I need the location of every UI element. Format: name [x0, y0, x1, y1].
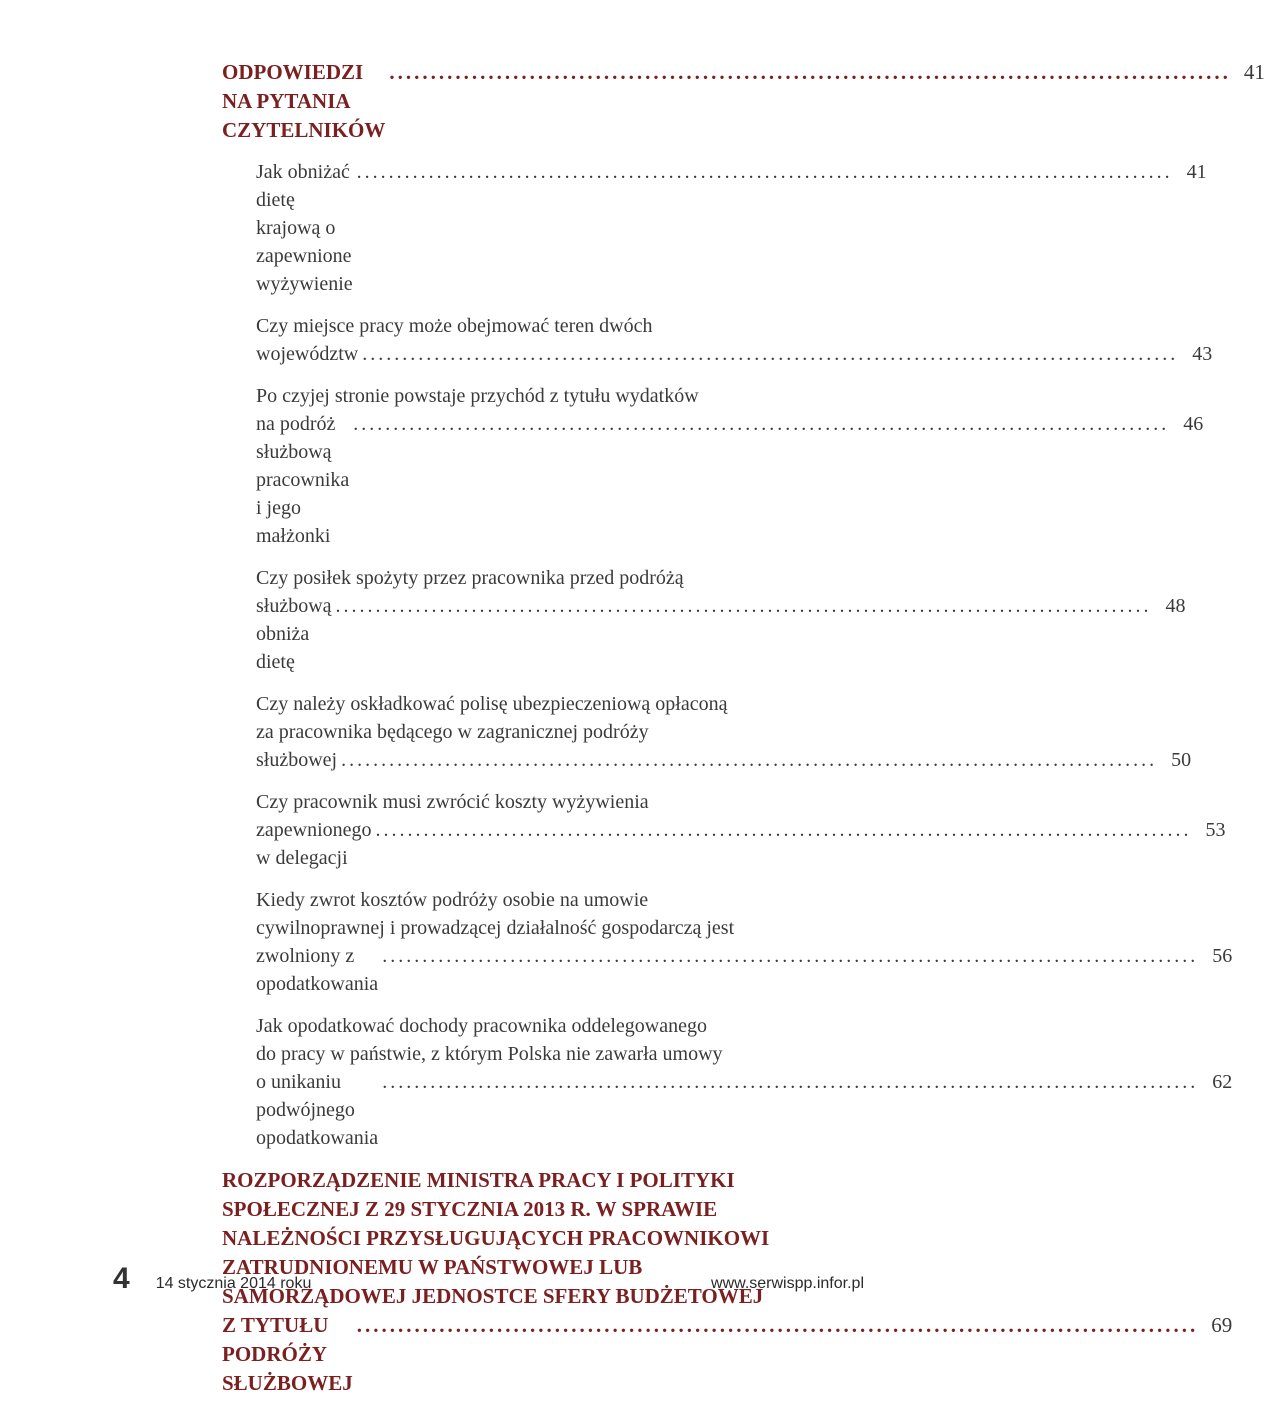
- toc-entry-last-line: [256, 816, 1226, 872]
- heading-line: Z TYTUŁU PODRÓŻY SŁUŻBOWEJ: [222, 1313, 353, 1395]
- page-number: 41: [1243, 60, 1265, 84]
- toc-entry-text: na podróż służbową pracownika i jego małżonki: [256, 413, 350, 547]
- toc-entry-line: [256, 718, 868, 746]
- toc-entry-last-line: [256, 340, 1213, 368]
- toc-entry-text: Jak opodatkować dochody pracownika oddelegowanego: [256, 1015, 707, 1037]
- toc-entry-line: [256, 788, 868, 816]
- leader-dots: ......................................................................................................: [356, 1313, 1199, 1337]
- heading-line: SAMORZĄDOWEJ JEDNOSTCE SFERY BUDŻETOWEJ: [222, 1284, 764, 1308]
- toc-entry-text: zwolniony z opodatkowania: [256, 945, 379, 995]
- toc-entry-text: do pracy w państwie, z którym Polska nie zawarła umowy: [256, 1043, 723, 1065]
- page-footer: [113, 1262, 864, 1296]
- leader-dots: ......................................................................................................: [335, 595, 1152, 617]
- heading-line: ZATRUDNIONEMU W PAŃSTWOWEJ LUB: [222, 1255, 643, 1279]
- section-heading[interactable]: [222, 58, 1265, 145]
- toc-entry-text: za pracownika będącego w zagranicznej podróży: [256, 721, 649, 743]
- leader-dots: ......................................................................................................: [375, 819, 1192, 841]
- toc-entry[interactable]: [256, 312, 1213, 368]
- toc-entry-text: cywilnoprawnej i prowadzącej działalność gospodarczą jest: [256, 917, 735, 939]
- entry-list: [222, 158, 1233, 1152]
- page-number: 48: [1165, 595, 1186, 617]
- leader-dots: ......................................................................................................: [356, 161, 1173, 183]
- toc-entry-text: Czy należy oskładkować polisę ubezpieczeniową opłaconą: [256, 693, 728, 715]
- toc-entry-last-line: [256, 942, 1233, 998]
- toc-entry-text: Czy posiłek spożyty przez pracownika przed podróżą: [256, 567, 684, 589]
- page-number: 43: [1192, 343, 1213, 365]
- toc-entry-last-line: [256, 158, 1207, 298]
- toc-entry-line: [256, 914, 868, 942]
- toc-entry-last-line: [256, 592, 1186, 676]
- toc-entry-text: Kiedy zwrot kosztów podróży osobie na umowie: [256, 889, 649, 911]
- toc-entry-last-line: [256, 746, 1192, 774]
- toc-entry-text: Czy miejsce pracy może obejmować teren dwóch: [256, 315, 653, 337]
- toc-entry-last-line: [256, 1068, 1233, 1152]
- toc-entry[interactable]: [256, 788, 1226, 872]
- page-number: 50: [1171, 749, 1192, 771]
- footer-page-number: 4: [113, 1262, 130, 1295]
- heading-line: NALEŻNOŚCI PRZYSŁUGUJĄCYCH PRACOWNIKOWI: [222, 1226, 770, 1250]
- page-number: 46: [1183, 413, 1204, 435]
- toc-entry-line: [256, 564, 868, 592]
- toc-entry-line: [256, 382, 868, 410]
- page-number: 62: [1212, 1071, 1233, 1093]
- leader-dots: ......................................................................................................: [382, 945, 1199, 967]
- table-of-contents: [222, 58, 1265, 1411]
- footer-url[interactable]: www.serwispp.infor.pl: [711, 1275, 864, 1292]
- toc-entry-line: [256, 312, 868, 340]
- page-number: 56: [1212, 945, 1233, 967]
- leader-dots: ......................................................................................................: [389, 60, 1231, 84]
- toc-entry-line: [256, 1012, 868, 1040]
- section-heading-label: ODPOWIEDZI NA PYTANIA CZYTELNIKÓW: [222, 60, 386, 142]
- toc-entry[interactable]: [256, 158, 1207, 298]
- heading-line: ROZPORZĄDZENIE MINISTRA PRACY I POLITYKI: [222, 1168, 735, 1192]
- toc-entry-text: Po czyjej stronie powstaje przychód z tytułu wydatków: [256, 385, 699, 407]
- toc-entry[interactable]: [256, 886, 1233, 998]
- page-number: 53: [1205, 819, 1226, 841]
- toc-entry-line: [256, 690, 868, 718]
- leader-dots: ......................................................................................................: [362, 343, 1179, 365]
- toc-entry-text: zapewnionego w delegacji: [256, 819, 372, 869]
- page-number: 41: [1186, 161, 1207, 183]
- toc-entry-line: [256, 1040, 868, 1068]
- toc-entry-text: służbowej: [256, 749, 338, 771]
- leader-dots: ......................................................................................................: [341, 749, 1158, 771]
- toc-entry-line: [256, 886, 868, 914]
- leader-dots: ......................................................................................................: [382, 1071, 1199, 1093]
- heading-last-line: [222, 1311, 1232, 1398]
- toc-entry[interactable]: [256, 564, 1186, 676]
- toc-entry-text: województw: [256, 343, 359, 365]
- toc-entry-text: służbową obniża dietę: [256, 595, 332, 673]
- leader-dots: ......................................................................................................: [353, 413, 1170, 435]
- toc-entry[interactable]: [256, 382, 1204, 550]
- toc-entry-last-line: [256, 410, 1204, 550]
- toc-entry[interactable]: [256, 690, 1192, 774]
- toc-entry-text: o unikaniu podwójnego opodatkowania: [256, 1071, 379, 1149]
- toc-entry-text: Czy pracownik musi zwrócić koszty wyżywienia: [256, 791, 649, 813]
- footer-date: 14 stycznia 2014 roku: [155, 1275, 312, 1292]
- page-number: 69: [1211, 1313, 1233, 1337]
- toc-entry[interactable]: [256, 1012, 1233, 1152]
- toc-entry-text: Jak obniżać dietę krajową o zapewnione wyżywienie: [256, 161, 353, 295]
- heading-line: SPOŁECZNEJ Z 29 STYCZNIA 2013 R. W SPRAWIE: [222, 1197, 718, 1221]
